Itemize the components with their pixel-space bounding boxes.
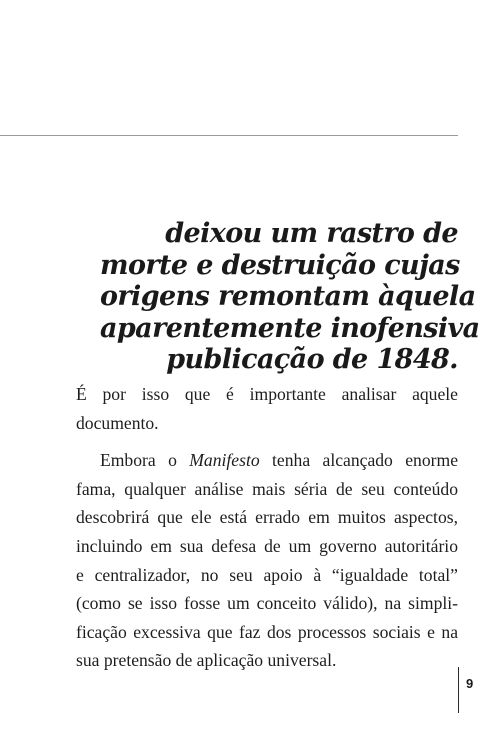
paragraph-2 [76,446,458,675]
pull-quote [100,218,480,376]
text-line: e centralizador, no seu apoio à “igualdade total” [76,564,458,585]
pull-quote-line: origens remontam àquela [100,281,476,312]
page-number: 9 [466,676,474,691]
text-line: incluindo em sua defesa de um governo autoritário [76,535,458,556]
text-line [76,446,458,475]
text-line: descobrirá que ele está errado em muitos aspectos, [76,507,458,528]
body-text [76,380,458,675]
pull-quote-line: deixou um rastro de [165,218,458,249]
text-line: sua pretensão de aplicação universal. [76,650,337,671]
pull-quote-line: morte e destruição cujas [100,249,460,281]
text-line: (como se isso fosse um conceito válido), na simpli- [76,593,458,614]
text-line: fama, qualquer análise mais séria de seu conteúdo [76,478,458,499]
pull-quote-line: publicação de 1848. [166,344,458,375]
top-divider-rule [0,135,458,136]
folio-rule [458,667,459,713]
pull-quote-line: aparentemente inofensiva [100,312,480,344]
text-line: É por isso que é importante analisar aquele [76,384,458,404]
text-line: documento. [76,412,159,433]
book-title-manifesto: Manifesto [189,450,260,471]
paragraph-1 [76,380,458,437]
text-line: ficação excessiva que faz dos processos sociais e na [76,621,458,642]
text-segment: tenha alcançado enorme [259,450,459,471]
text-segment: Embora o [100,450,190,471]
